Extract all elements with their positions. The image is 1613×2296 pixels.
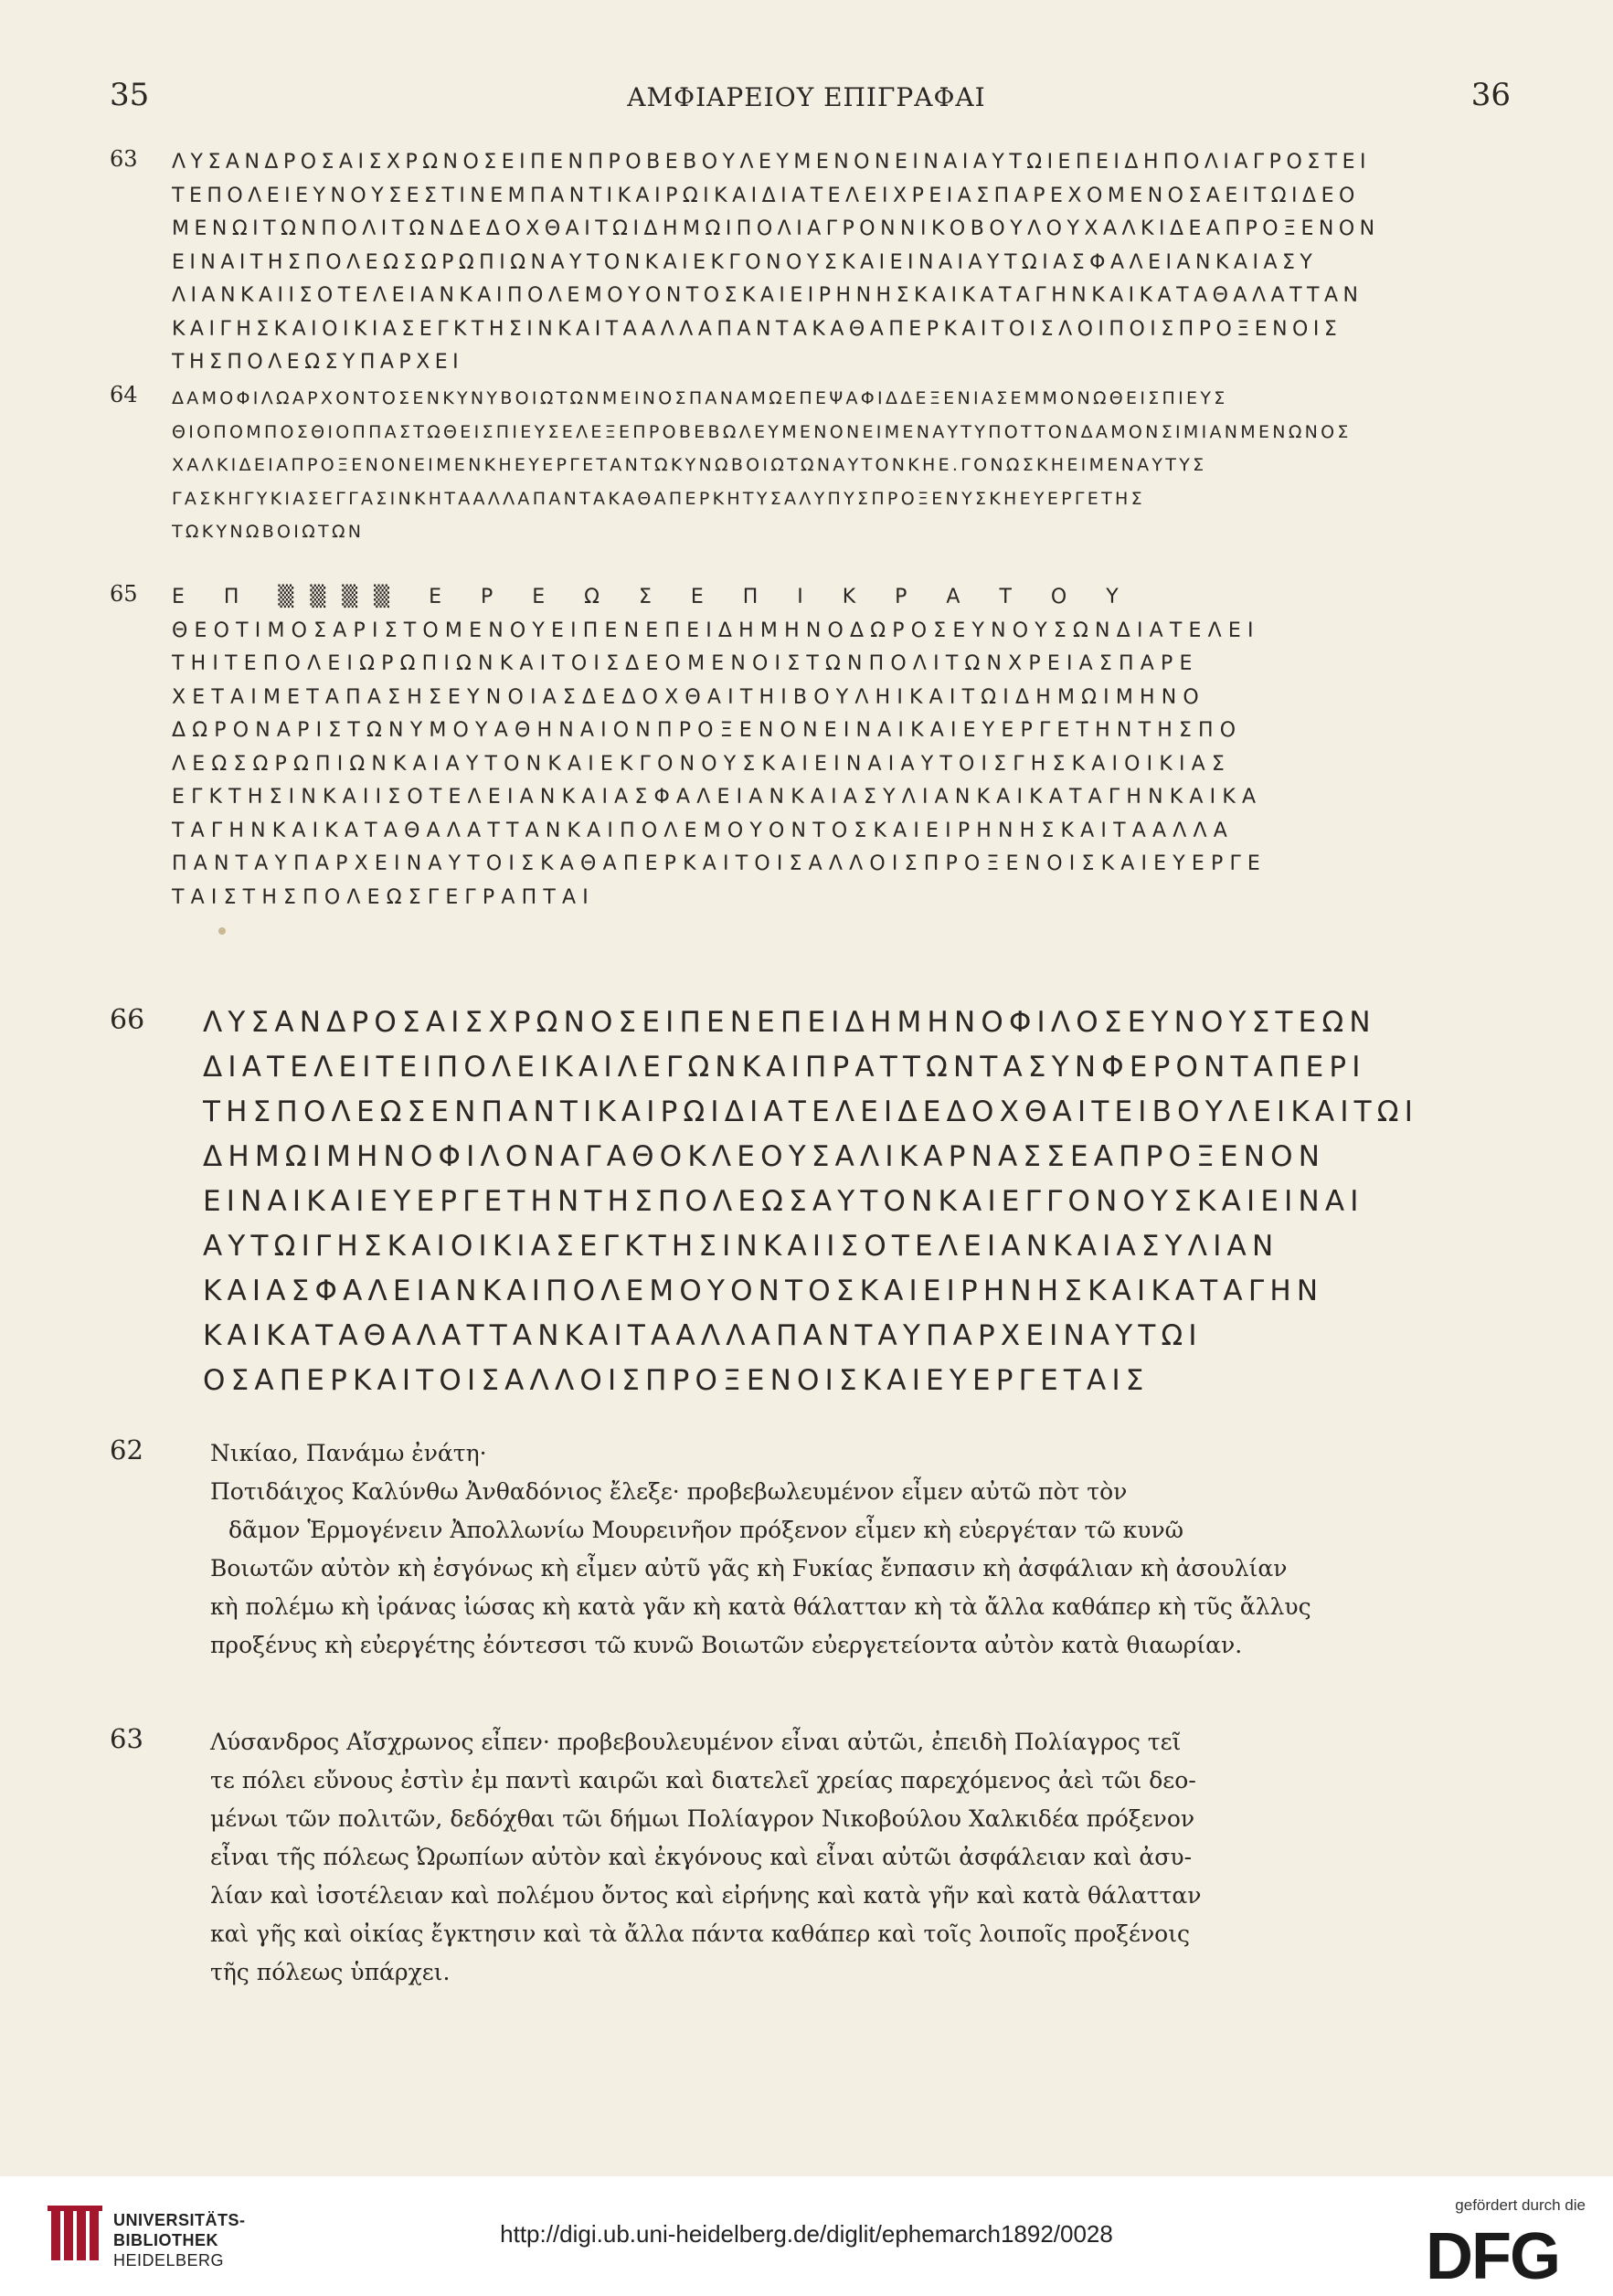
inscription-line: ΕΙΝΑΙΚΑΙΕΥΕΡΓΕΤΗΝΤΗΣΠΟΛΕΩΣΑΥΤΟΝΚΑΙΕΓΓΟΝΟΥΣΚΑΙΕΙΝΑΙ bbox=[203, 1185, 1364, 1218]
inscription-line: ΑΥΤΩΙΓΗΣΚΑΙΟΙΚΙΑΣΕΓΚΤΗΣΙΝΚΑΙΙΣΟΤΕΛΕΙΑΝΚΑΙΑΣΥΛΙΑΝ bbox=[203, 1230, 1279, 1263]
transcription-line: Βοιωτῶν αὐτὸν κὴ ἐσγόνως κὴ εἶμεν αὐτῦ γᾶς κὴ Ϝυκίας ἔνπασιν κὴ ἀσφάλιαν κὴ ἀσουλίαν bbox=[210, 1555, 1288, 1582]
dfg-logo-text: DFG bbox=[1426, 2222, 1559, 2284]
inscription-line: ΚΑΙΓΗΣΚΑΙΟΙΚΙΑΣΕΓΚΤΗΣΙΝΚΑΙΤΑΑΛΛΑΠΑΝΤΑΚΑΘΑΠΕΡΚΑΙΤΟΙΣΛΟΙΠΟΙΣΠΡΟΞΕΝΟΙΣ bbox=[172, 317, 1342, 341]
transcription-number: 63 bbox=[110, 1723, 143, 1754]
dfg-logo-icon[interactable] bbox=[1426, 2222, 1586, 2284]
inscription-line: ΓΑΣΚΗΓΥΚΙΑΣΕΓΓΑΣΙΝΚΗΤΑΑΛΛΑΠΑΝΤΑΚΑΘΑΠΕΡΚΗΤΥΣΑΛΥΠΥΣΠΡΟΞΕΝΥΣΚΗΕΥΕΡΓΕΤΗΣ bbox=[172, 488, 1145, 509]
running-title: ΑΜΦΙΑΡΕΙΟΥ ΕΠΙΓΡΑΦΑΙ bbox=[627, 82, 986, 112]
digitization-footer bbox=[0, 2176, 1613, 2296]
inscription-line: ΕΓΚΤΗΣΙΝΚΑΙΙΣΟΤΕΛΕΙΑΝΚΑΙΑΣΦΑΛΕΙΑΝΚΑΙΑΣΥΛΙΑΝΚΑΙΚΑΤΑΓΗΝΚΑΙΚΑ bbox=[172, 786, 1263, 809]
library-name-line: HEIDELBERG bbox=[113, 2251, 225, 2270]
transcription-line: εἶναι τῆς πόλεως Ὠρωπίων αὐτὸν καὶ ἐκγόνους καὶ εἶναι αὐτῶι ἀσφάλειαν καὶ ἀσυ- bbox=[210, 1844, 1193, 1870]
inscription-line: Ε Π ▒▒▒▒ Ε Ρ Ε Ω Σ Ε Π Ι Κ Ρ Α Τ Ο Υ bbox=[172, 586, 1135, 608]
inscription-line: ΜΕΝΩΙΤΩΝΠΟΛΙΤΩΝΔΕΔΟΧΘΑΙΤΩΙΔΗΜΩΙΠΟΛΙΑΓΡΟΝΝΙΚΟΒΟΥΛΟΥΧΑΛΚΙΔΕΑΠΡΟΞΕΝΟΝ bbox=[172, 217, 1380, 240]
transcription-lines bbox=[210, 1723, 1535, 1992]
transcription-line: δᾶμον Ἑρμογένειν Ἀπολλωνίω Μουρεινῆον πρόξενον εἶμεν κὴ εὐεργέταν τῶ κυνῶ bbox=[228, 1517, 1184, 1543]
transcription-line: τε πόλει εὔνους ἐστὶν ἐμ παντὶ καιρῶι καὶ διατελεῖ χρείας παρεχόμενος ἀεὶ τῶι δεο- bbox=[210, 1767, 1196, 1793]
inscription-line: ΘΕΟΤΙΜΟΣΑΡΙΣΤΟΜΕΝΟΥΕΙΠΕΝΕΠΕΙΔΗΜΗΝΟΔΩΡΟΣΕΥΝΟΥΣΩΝΔΙΑΤΕΛΕΙ bbox=[172, 619, 1260, 642]
inscription-line: ΧΑΛΚΙΔΕΙΑΠΡΟΞΕΝΟΝΕΙΜΕΝΚΗΕΥΕΡΓΕΤΑΝΤΩΚΥΝΩΒΟΙΩΤΩΝΑΥΤΟΝΚΗΕ.ΓΟΝΩΣΚΗΕΙΜΕΝΑΥΤΥΣ bbox=[172, 455, 1207, 475]
inscription-line: ΧΕΤΑΙΜΕΤΑΠΑΣΗΣΕΥΝΟΙΑΣΔΕΔΟΧΘΑΙΤΗΙΒΟΥΛΗΙΚΑΙΤΩΙΔΗΜΩΙΜΗΝΟ bbox=[172, 685, 1205, 709]
inscription-line: ΤΑΙΣΤΗΣΠΟΛΕΩΣΓΕΓΡΑΠΤΑΙ bbox=[172, 885, 595, 909]
inscription-line: ΤΑΓΗΝΚΑΙΚΑΤΑΘΑΛΑΤΤΑΝΚΑΙΠΟΛΕΜΟΥΟΝΤΟΣΚΑΙΕΙΡΗΝΗΣΚΑΙΤΑΑΛΛΑ bbox=[172, 819, 1234, 842]
inscription-line: ΛΙΑΝΚΑΙΙΣΟΤΕΛΕΙΑΝΚΑΙΠΟΛΕΜΟΥΟΝΤΟΣΚΑΙΕΙΡΗΝΗΣΚΑΙΚΑΤΑΓΗΝΚΑΙΚΑΤΑΘΑΛΑΤΤΑΝ bbox=[172, 284, 1364, 307]
inscription-lines bbox=[203, 1000, 1555, 1403]
inscription-lines bbox=[172, 581, 1524, 915]
page-number-left: 35 bbox=[110, 77, 150, 113]
inscription-number: 65 bbox=[110, 581, 138, 607]
transcription-line: Νικίαο, Πανάμω ἐνάτη· bbox=[210, 1440, 487, 1466]
inscription-line: ΕΙΝΑΙΤΗΣΠΟΛΕΩΣΩΡΩΠΙΩΝΑΥΤΟΝΚΑΙΕΚΓΟΝΟΥΣΚΑΙΕΙΝΑΙΑΥΤΩΙΑΣΦΑΛΕΙΑΝΚΑΙΑΣΥ bbox=[172, 250, 1318, 274]
transcription-line: τῆς πόλεως ὑπάρχει. bbox=[210, 1959, 451, 1985]
inscription-line: ΟΣΑΠΕΡΚΑΙΤΟΙΣΑΛΛΟΙΣΠΡΟΞΕΝΟΙΣΚΑΙΕΥΕΡΓΕΤΑΙΣ bbox=[203, 1364, 1150, 1397]
inscription-number: 63 bbox=[110, 146, 138, 172]
library-name-line: UNIVERSITÄTS- bbox=[113, 2211, 246, 2229]
inscription-line: ΛΥΣΑΝΔΡΟΣΑΙΣΧΡΩΝΟΣΕΙΠΕΝΕΠΕΙΔΗΜΗΝΟΦΙΛΟΣΕΥΝΟΥΣΤΕΩΝ bbox=[203, 1006, 1376, 1039]
inscription-lines bbox=[172, 146, 1524, 380]
inscription-line: ΤΗΙΤΕΠΟΛΕΙΩΡΩΠΙΩΝΚΑΙΤΟΙΣΔΕΟΜΕΝΟΙΣΤΩΝΠΟΛΙΤΩΝΧΡΕΙΑΣΠΑΡΕ bbox=[172, 652, 1199, 675]
inscription-line: ΤΗΣΠΟΛΕΩΣΥΠΑΡΧΕΙ bbox=[172, 351, 464, 374]
transcription-line: Λύσανδρος Αἴσχρωνος εἶπεν· προβεβουλευμένον εἶναι αὐτῶι, ἐπειδὴ Πολίαγρος τεῖ bbox=[210, 1729, 1182, 1755]
transcription-line: λίαν καὶ ἰσοτέλειαν καὶ πολέμου ὄντος καὶ εἰρήνης καὶ κατὰ γῆν καὶ κατὰ θάλατταν bbox=[210, 1882, 1202, 1909]
inscription-line: ΤΕΠΟΛΕΙΕΥΝΟΥΣΕΣΤΙΝΕΜΠΑΝΤΙΚΑΙΡΩΙΚΑΙΔΙΑΤΕΛΕΙΧΡΕΙΑΣΠΑΡΕΧΟΜΕΝΟΣΑΕΙΤΩΙΔΕΟ bbox=[172, 184, 1360, 207]
inscription-line: ΔΩΡΟΝΑΡΙΣΤΩΝΥΜΟΥΑΘΗΝΑΙΟΝΠΡΟΞΕΝΟΝΕΙΝΑΙΚΑΙΕΥΕΡΓΕΤΗΝΤΗΣΠΟ bbox=[172, 719, 1243, 742]
library-name-line: BIBLIOTHEK bbox=[113, 2231, 218, 2249]
inscription-line: ΤΗΣΠΟΛΕΩΣΕΝΠΑΝΤΙΚΑΙΡΩΙΔΙΑΤΕΛΕΙΔΕΔΟΧΘΑΙΤΕΙΒΟΥΛΕΙΚΑΙΤΩΙ bbox=[203, 1095, 1419, 1128]
inscription-line: ΚΑΙΑΣΦΑΛΕΙΑΝΚΑΙΠΟΛΕΜΟΥΟΝΤΟΣΚΑΙΕΙΡΗΝΗΣΚΑΙΚΑΤΑΓΗΝ bbox=[203, 1275, 1324, 1307]
inscription-line: ΤΩΚΥΝΩΒΟΙΩΤΩΝ bbox=[172, 522, 365, 542]
inscription-line: ΠΑΝΤΑΥΠΑΡΧΕΙΝΑΥΤΟΙΣΚΑΘΑΠΕΡΚΑΙΤΟΙΣΑΛΛΟΙΣΠΡΟΞΕΝΟΙΣΚΑΙΕΥΕΡΓΕ bbox=[172, 852, 1268, 875]
inscription-line: ΔΑΜΟΦΙΛΩΑΡΧΟΝΤΟΣΕΝΚΥΝΥΒΟΙΩΤΩΝΜΕΙΝΟΣΠΑΝΑΜΩΕΠΕΨΑΦΙΔΔΕΞΕΝΙΑΣΕΜΜΟΝΩΘΕΙΣΠΙΕΥΣ bbox=[172, 388, 1228, 408]
inscription-line: ΛΕΩΣΩΡΩΠΙΩΝΚΑΙΑΥΤΟΝΚΑΙΕΚΓΟΝΟΥΣΚΑΙΕΙΝΑΙΑΥΤΟΙΣΓΗΣΚΑΙΟΙΚΙΑΣ bbox=[172, 752, 1232, 776]
inscription-line: ΔΗΜΩΙΜΗΝΟΦΙΛΟΝΑΓΑΘΟΚΛΕΟΥΣΑΛΙΚΑΡΝΑΣΣΕΑΠΡΟΞΕΝΟΝ bbox=[203, 1140, 1326, 1173]
page-number-right: 36 bbox=[1470, 77, 1511, 113]
inscription-line: ΛΥΣΑΝΔΡΟΣΑΙΣΧΡΩΝΟΣΕΙΠΕΝΠΡΟΒΕΒΟΥΛΕΥΜΕΝΟΝΕΙΝΑΙΑΥΤΩΙΕΠΕΙΔΗΠΟΛΙΑΓΡΟΣΤΕΙ bbox=[172, 151, 1371, 174]
source-url-link[interactable]: http://digi.ub.uni-heidelberg.de/diglit/ephemarch1892/0028 bbox=[500, 2220, 1113, 2248]
ink-speck-icon bbox=[216, 925, 228, 937]
inscription-line: ΔΙΑΤΕΛΕΙΤΕΙΠΟΛΕΙΚΑΙΛΕΓΩΝΚΑΙΠΡΑΤΤΩΝΤΑΣΥΝΦΕΡΟΝΤΑΠΕΡΙ bbox=[203, 1051, 1366, 1084]
transcription-number: 62 bbox=[110, 1434, 143, 1465]
inscription-number: 66 bbox=[110, 1004, 145, 1036]
transcription-line: κὴ πολέμω κὴ ἰράνας ἰώσας κὴ κατὰ γᾶν κὴ κατὰ θάλατταν κὴ τὰ ἄλλα καθάπερ κὴ τῦς ἄλλυς bbox=[210, 1593, 1311, 1620]
transcription-line: μένωι τῶν πολιτῶν, δεδόχθαι τῶι δήμωι Πολίαγρον Νικοβούλου Χαλκιδέα πρόξενον bbox=[210, 1805, 1195, 1832]
transcription-lines bbox=[210, 1434, 1535, 1665]
inscription-line: ΚΑΙΚΑΤΑΘΑΛΑΤΤΑΝΚΑΙΤΑΑΛΛΑΠΑΝΤΑΥΠΑΡΧΕΙΝΑΥΤΩΙ bbox=[203, 1319, 1203, 1352]
transcription-line: προξένυς κὴ εὐεργέτης ἐόντεσσι τῶ κυνῶ Βοιωτῶν εὐεργετείοντα αὐτὸν κατὰ θιαωρίαν. bbox=[210, 1632, 1243, 1658]
inscription-line: ΘΙΟΠΟΜΠΟΣΘΙΟΠΠΑΣΤΩΘΕΙΣΠΙΕΥΣΕΛΕΞΕΠΡΟΒΕΒΩΛΕΥΜΕΝΟΝΕΙΜΕΝΑΥΤΥΠΟΤΤΟΝΔΑΜΟΝΣΙΜΙΑΝΜΕΝΩΝΟΣ bbox=[172, 421, 1352, 442]
transcription-line: Ποτιδάιχος Καλύνθω Ἀνθαδόνιος ἔλεξε· προβεβωλευμένον εἶμεν αὐτῶ πὸτ τὸν bbox=[210, 1478, 1128, 1505]
inscription-lines bbox=[172, 382, 1524, 549]
transcription-line: καὶ γῆς καὶ οἰκίας ἔγκτησιν καὶ τὰ ἄλλα πάντα καθάπερ καὶ τοῖς λοιποῖς προξένοις bbox=[210, 1920, 1191, 1947]
funding-note: gefördert durch die bbox=[1455, 2196, 1586, 2214]
inscription-number: 64 bbox=[110, 382, 138, 407]
